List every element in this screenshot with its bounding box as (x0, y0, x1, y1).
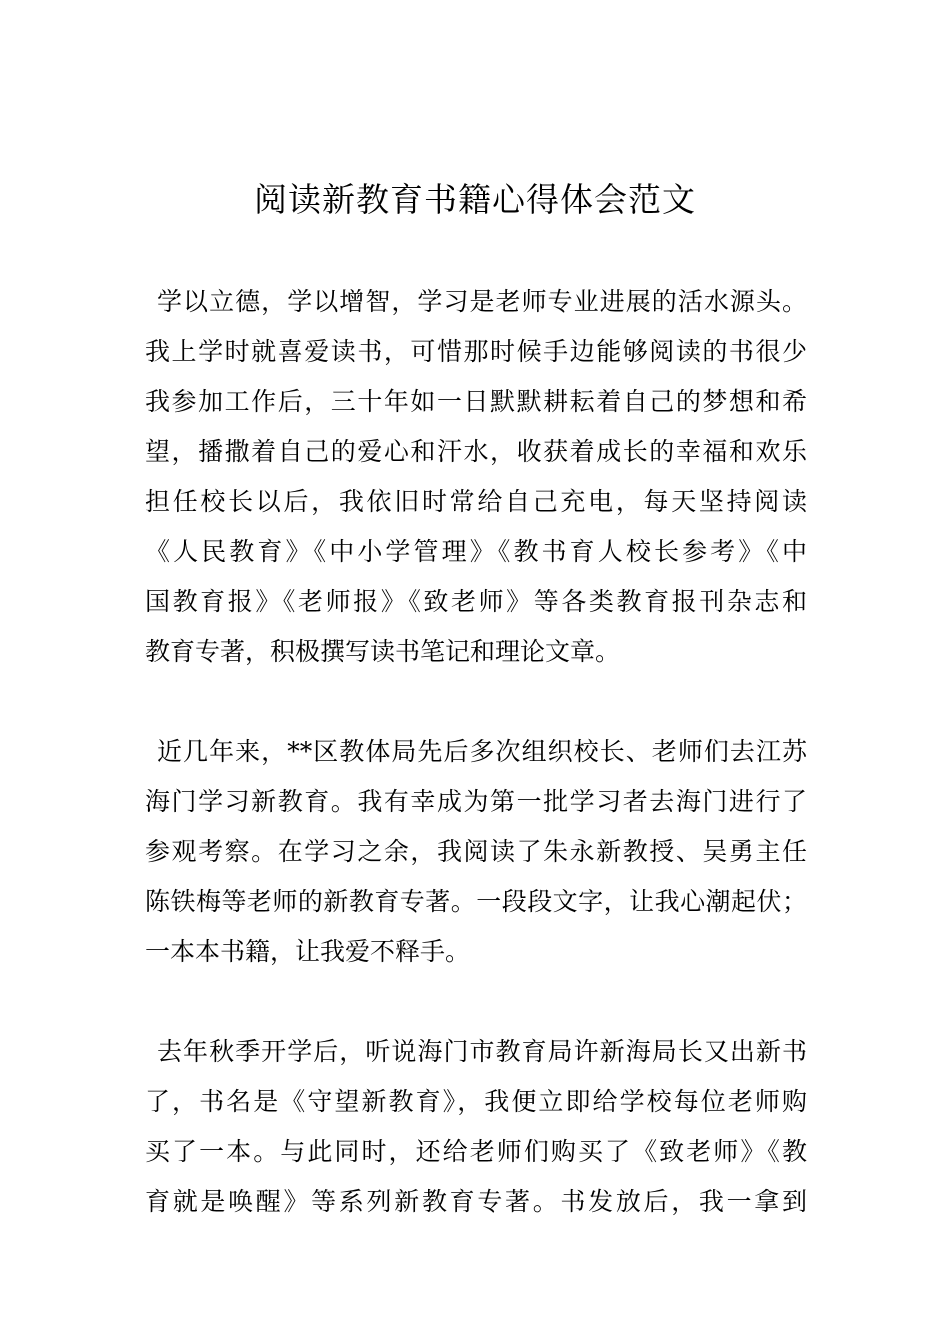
document-body (145, 277, 807, 1277)
text-line: 《人民教育》《中小学管理》《教书育人校长参考》《中 (145, 537, 807, 566)
text-line: 教育专著，积极撰写读书笔记和理论文章。 (145, 637, 621, 666)
text-line: 我参加工作后，三十年如一日默默耕耘着自己的梦想和希 (145, 387, 807, 416)
paragraph-3 (145, 1027, 807, 1227)
text-line: 育就是唤醒》等系列新教育专著。书发放后，我一拿到 (145, 1187, 807, 1216)
text-line: 一本本书籍，让我爱不释手。 (145, 937, 471, 966)
text-line: 学以立德，学以增智，学习是老师专业进展的活水源头。 (157, 287, 807, 316)
text-line: 了，书名是《守望新教育》，我便立即给学校每位老师购 (145, 1087, 807, 1116)
text-line: 我上学时就喜爱读书，可惜那时候手边能够阅读的书很少 (145, 337, 807, 366)
text-line: 去年秋季开学后，听说海门市教育局许新海局长又出新书 (157, 1037, 807, 1066)
text-line: 近几年来，**区教体局先后多次组织校长、老师们去江苏 (157, 737, 807, 766)
text-line: 参观考察。在学习之余，我阅读了朱永新教授、吴勇主任 (145, 837, 807, 866)
paragraph-2 (145, 727, 807, 977)
text-line: 担任校长以后，我依旧时常给自己充电，每天坚持阅读 (145, 487, 807, 516)
text-line: 国教育报》《老师报》《致老师》等各类教育报刊杂志和 (145, 587, 807, 616)
text-line: 买了一本。与此同时，还给老师们购买了《致老师》《教 (145, 1137, 807, 1166)
text-line: 海门学习新教育。我有幸成为第一批学习者去海门进行了 (145, 787, 807, 816)
paragraph-1 (145, 277, 807, 677)
text-line: 陈铁梅等老师的新教育专著。一段段文字，让我心潮起伏； (145, 887, 807, 916)
document-title: 阅读新教育书籍心得体会范文 (254, 180, 696, 219)
text-line: 望，播撒着自己的爱心和汗水，收获着成长的幸福和欢乐 (145, 437, 807, 466)
